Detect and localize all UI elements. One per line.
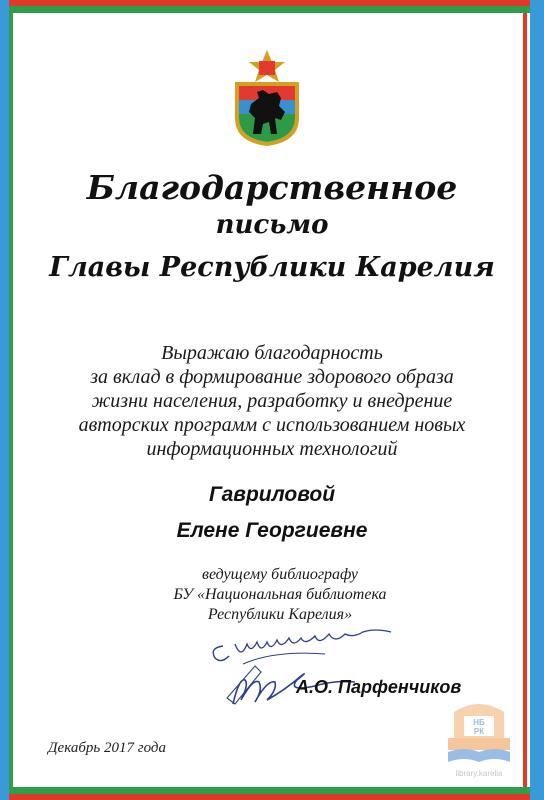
body-line: жизни населения, разработку и внедрение	[91, 390, 453, 412]
issue-date: Декабрь 2017 года	[48, 740, 166, 756]
body-line: за вклад в формирование здорового образа	[90, 366, 454, 388]
karelia-coat-of-arms-icon	[229, 48, 305, 148]
border-right-red	[523, 13, 527, 787]
svg-text:РК: РК	[473, 727, 485, 736]
body-line: Выражаю благодарность	[161, 342, 383, 364]
border-bottom-green	[0, 787, 544, 794]
title-line-2: письмо	[215, 210, 329, 240]
watermark-caption: library.karelia	[455, 769, 503, 778]
position-line: Республики Карелия»	[207, 606, 353, 623]
border-right-blue	[530, 0, 544, 800]
recipient-surname: Гавриловой	[208, 483, 336, 506]
recipient-given-names: Елене Георгиевне	[176, 519, 368, 542]
border-left-green	[9, 13, 13, 787]
title-line-3: Главы Республики Карелия	[49, 252, 495, 283]
border-bottom-red	[0, 794, 544, 800]
recipient-position	[150, 565, 410, 625]
signer-name: А.О. Парфенчиков	[296, 677, 462, 697]
position-line: ведущему библиографу	[202, 566, 358, 583]
svg-text:НБ: НБ	[473, 718, 485, 727]
border-top-green	[0, 6, 544, 13]
gratitude-text	[40, 341, 504, 461]
body-line: авторских программ с использованием новых	[78, 414, 466, 436]
border-right-white	[527, 13, 530, 787]
position-line: БУ «Национальная библиотека	[173, 586, 387, 603]
title-line-1: Благодарственное	[86, 168, 458, 207]
border-left-blue	[0, 0, 9, 800]
library-logo-watermark-icon	[440, 698, 518, 780]
body-line: информационных технологий	[146, 438, 398, 460]
